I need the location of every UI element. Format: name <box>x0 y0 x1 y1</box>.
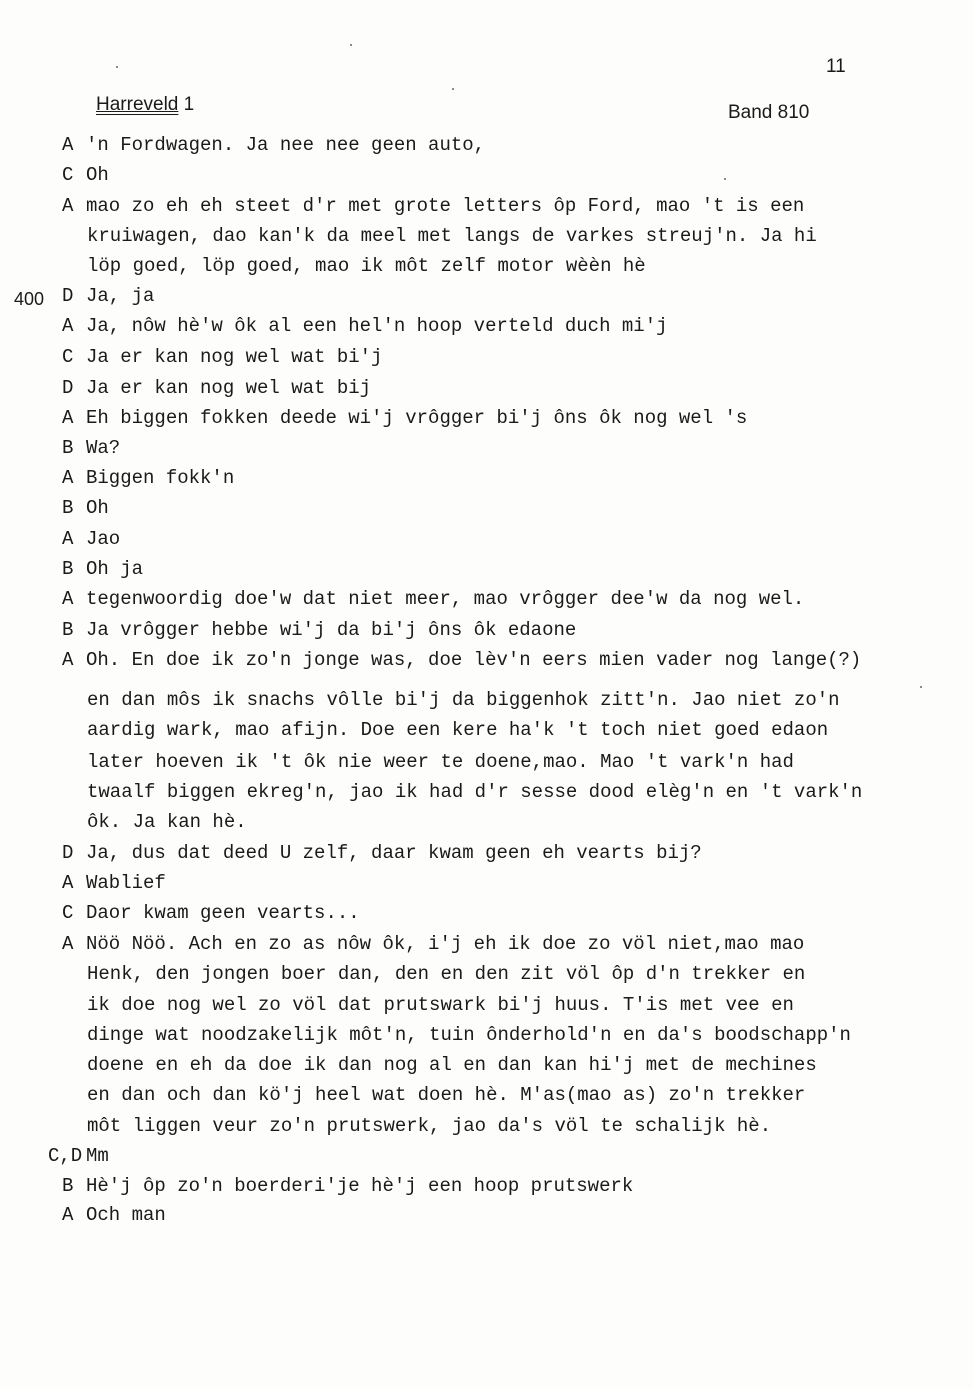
transcript-continuation: löp goed, löp goed, mao ik môt zelf motor wèèn hè <box>87 255 646 277</box>
speaker-label: C,D <box>48 1145 83 1167</box>
transcript-line <box>62 1177 633 1196</box>
transcript-continuation: twaalf biggen ekreg'n, jao ik had d'r sesse dood elèg'n en 't vark'n <box>87 781 863 803</box>
line-marker: 400 <box>14 289 45 309</box>
transcript-line <box>62 469 234 488</box>
utterance-text: Wablief <box>86 872 166 894</box>
scan-speck <box>452 88 454 90</box>
utterance-text: 'n Fordwagen. Ja nee nee geen auto, <box>86 134 486 156</box>
speaker-label: A <box>62 872 74 894</box>
speaker-label: C <box>62 902 74 924</box>
utterance-text: Jao <box>86 528 121 550</box>
transcript-continuation: Henk, den jongen boer dan, den en den zit völ ôp d'n trekker en <box>87 963 806 985</box>
transcript-continuation: dinge wat noodzakelijk môt'n, tuin ônderhold'n en da's boodschapp'n <box>87 1024 851 1046</box>
transcript-line <box>62 166 109 185</box>
utterance-text: Mm <box>86 1145 109 1167</box>
transcript-line <box>62 844 702 863</box>
speaker-label: C <box>62 346 74 368</box>
scan-speck <box>920 686 922 688</box>
transcript-line <box>62 874 166 893</box>
speaker-label: C <box>62 164 74 186</box>
scan-speck <box>724 178 726 180</box>
utterance-text: Oh. En doe ik zo'n jonge was, doe lèv'n eers mien vader nog lange(?) <box>86 649 862 671</box>
transcript-line <box>62 317 668 336</box>
transcript-continuation: kruiwagen, dao kan'k da meel met langs de varkes streuj'n. Ja hi <box>87 225 817 247</box>
transcript-line <box>62 287 154 306</box>
page-number: 11 <box>826 56 846 77</box>
utterance-text: Ja, ja <box>86 285 155 307</box>
scan-speck <box>350 44 352 46</box>
transcript-line <box>62 348 382 367</box>
speaker-label: B <box>62 437 74 459</box>
transcript-line <box>62 621 576 640</box>
transcript-line <box>62 590 804 609</box>
transcript-continuation: en dan och dan kö'j heel wat doen hè. M'as(mao as) zo'n trekker <box>87 1084 806 1106</box>
speaker-label: A <box>62 195 74 217</box>
transcript-continuation: môt liggen veur zo'n prutswerk, jao da's völ te schalijk hè. <box>87 1115 772 1137</box>
header-title <box>96 94 194 116</box>
transcript-line <box>62 935 804 954</box>
utterance-text: Oh <box>86 164 109 186</box>
utterance-text: Ja, nôw hè'w ôk al een hel'n hoop verteld duch mi'j <box>86 315 668 337</box>
transcript-line <box>62 651 861 670</box>
utterance-text: mao zo eh eh steet d'r met grote letters ôp Ford, mao 't is een <box>86 195 805 217</box>
speaker-label: D <box>62 377 74 399</box>
speaker-label: A <box>62 649 74 671</box>
transcript-line <box>62 439 120 458</box>
transcript-line <box>48 1147 109 1166</box>
speaker-label: A <box>62 1204 74 1226</box>
transcript-line <box>62 136 485 155</box>
utterance-text: Hè'j ôp zo'n boerderi'je hè'j een hoop prutswerk <box>86 1175 634 1197</box>
utterance-text: Nöö Nöö. Ach en zo as nôw ôk, i'j eh ik doe zo völ niet,mao mao <box>86 933 805 955</box>
utterance-text: Ja, dus dat deed U zelf, daar kwam geen eh vearts bij? <box>86 842 702 864</box>
transcript-continuation: ik doe nog wel zo völ dat prutswark bi'j huus. T'is met vee en <box>87 994 794 1016</box>
transcript-continuation: aardig wark, mao afijn. Doe een kere ha'k 't toch niet goed edaon <box>87 719 829 741</box>
utterance-text: Ja er kan nog wel wat bij <box>86 377 372 399</box>
transcript-line <box>62 1206 166 1225</box>
utterance-text: Ja er kan nog wel wat bi'j <box>86 346 383 368</box>
utterance-text: Biggen fokk'n <box>86 467 235 489</box>
speaker-label: B <box>62 497 74 519</box>
utterance-text: Eh biggen fokken deede wi'j vrôgger bi'j ôns ôk nog wel 's <box>86 407 748 429</box>
transcript-line <box>62 560 143 579</box>
transcript-continuation: en dan môs ik snachs vôlle bi'j da biggenhok zitt'n. Jao niet zo'n <box>87 689 840 711</box>
transcript-continuation: later hoeven ik 't ôk nie weer te doene,mao. Mao 't vark'n had <box>87 751 794 773</box>
utterance-text: Ja vrôgger hebbe wi'j da bi'j ôns ôk edaone <box>86 619 577 641</box>
speaker-label: D <box>62 285 74 307</box>
transcript-line <box>62 409 747 428</box>
speaker-label: A <box>62 315 74 337</box>
band-label: Band 810 <box>728 102 810 123</box>
transcript-line <box>62 379 371 398</box>
header-title-text: Harreveld <box>96 94 179 115</box>
utterance-text: Oh <box>86 497 109 519</box>
speaker-label: D <box>62 842 74 864</box>
utterance-text: Daor kwam geen vearts... <box>86 902 360 924</box>
speaker-label: A <box>62 134 74 156</box>
transcript-continuation: doene en eh da doe ik dan nog al en dan kan hi'j met de mechines <box>87 1054 817 1076</box>
transcript-line <box>62 197 804 216</box>
transcript-line <box>62 499 109 518</box>
speaker-label: A <box>62 933 74 955</box>
header-title-number: 1 <box>178 94 195 115</box>
utterance-text: Oh ja <box>86 558 144 580</box>
speaker-label: A <box>62 588 74 610</box>
speaker-label: A <box>62 407 74 429</box>
transcript-line <box>62 530 120 549</box>
utterance-text: Wa? <box>86 437 121 459</box>
speaker-label: B <box>62 558 74 580</box>
transcript-line <box>62 904 360 923</box>
speaker-label: A <box>62 467 74 489</box>
utterance-text: tegenwoordig doe'w dat niet meer, mao vrôgger dee'w da nog wel. <box>86 588 805 610</box>
transcript-continuation: ôk. Ja kan hè. <box>87 811 247 833</box>
speaker-label: B <box>62 1175 74 1197</box>
speaker-label: A <box>62 528 74 550</box>
scan-speck <box>116 66 118 68</box>
utterance-text: Och man <box>86 1204 166 1226</box>
speaker-label: B <box>62 619 74 641</box>
